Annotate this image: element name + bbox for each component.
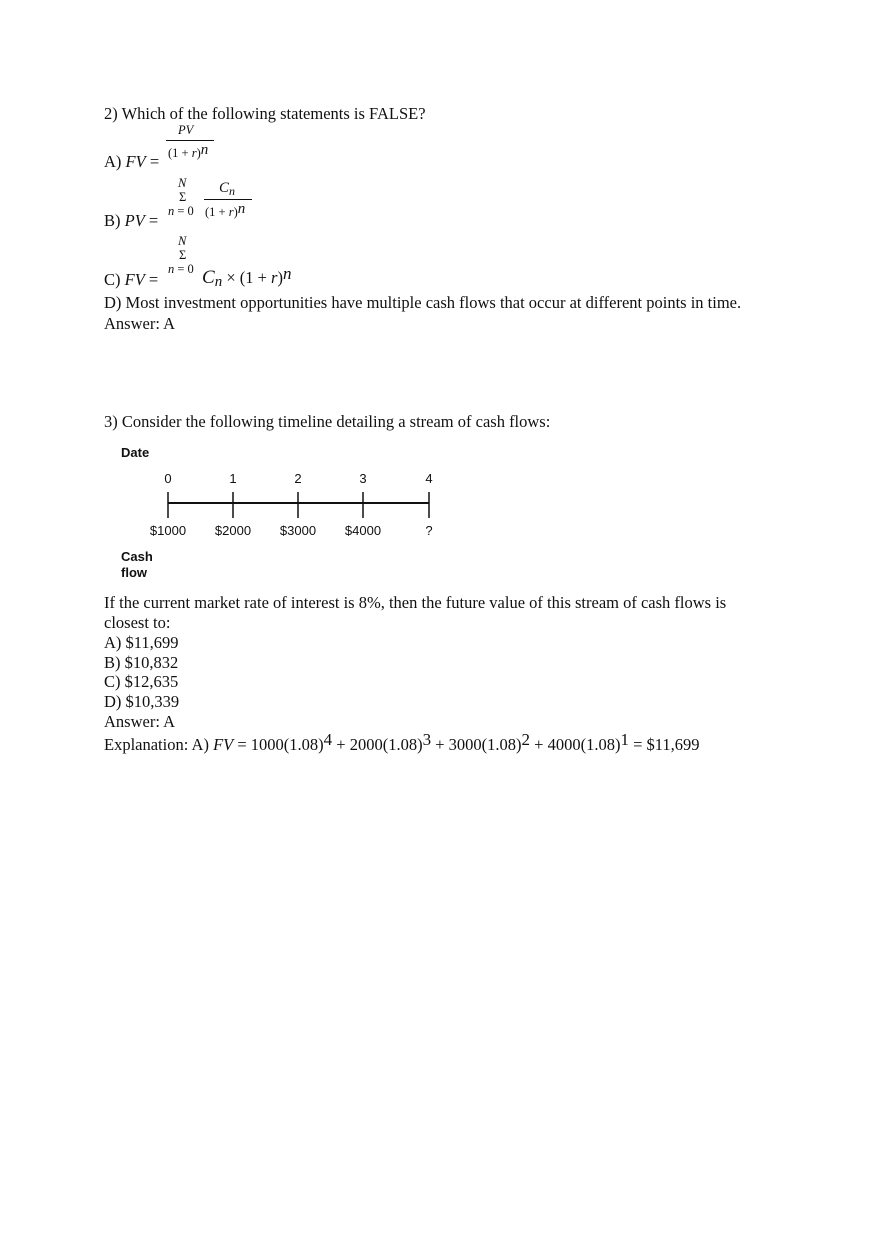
- q2-b-sum-top: N: [178, 176, 187, 190]
- q2-a-fraction-bar: [166, 140, 214, 141]
- q2-c-sum-top: N: [178, 234, 187, 248]
- q2-b-fraction-bar: [204, 199, 252, 200]
- q2-b-sigma: Σ: [179, 190, 187, 204]
- timeline-cash-flow: $3000: [279, 523, 317, 538]
- q3-stem-line-2: closest to:: [104, 613, 171, 632]
- timeline-cash-flow: $1000: [149, 523, 187, 538]
- q2-c-sigma: Σ: [179, 248, 187, 262]
- q2-option-c: C) FV =: [104, 270, 159, 289]
- timeline-flow-label: flow: [121, 565, 147, 580]
- timeline-cash-flow: $2000: [214, 523, 252, 538]
- q2-b-sum-bottom: n = 0: [168, 204, 194, 218]
- q2-option-d: D) Most investment opportunities have multiple cash flows that occur at different points in time.: [104, 293, 742, 312]
- timeline-date-label: Date: [121, 445, 150, 460]
- q2-b-denominator: (1 + r)n: [205, 201, 246, 219]
- q3-option-a: A) $11,699: [104, 633, 179, 652]
- timeline-cash-flow: ?: [425, 523, 433, 538]
- cash-flow-timeline: [110, 440, 450, 585]
- q2-c-sum-bottom: n = 0: [168, 262, 194, 276]
- q3-option-b: B) $10,832: [104, 653, 179, 672]
- q2-option-a: A) FV =: [104, 152, 160, 171]
- q2-answer: Answer: A: [104, 314, 176, 333]
- q2-question: 2) Which of the following statements is FALSE?: [104, 104, 426, 123]
- timeline-date: 4: [425, 471, 433, 486]
- timeline-cash-label: Cash: [121, 549, 153, 564]
- q3-stem-line-1: If the current market rate of interest is 8%, then the future value of this stream of cash flows is: [104, 593, 727, 612]
- q2-option-b: B) PV =: [104, 211, 159, 230]
- q2-a-denominator: (1 + r)n: [168, 142, 209, 160]
- q3-option-d: D) $10,339: [104, 692, 180, 711]
- timeline-date: 3: [359, 471, 367, 486]
- q3-option-c: C) $12,635: [104, 672, 179, 691]
- timeline-cash-flow: $4000: [344, 523, 382, 538]
- q2-a-numerator: PV: [178, 123, 194, 137]
- timeline-date: 2: [294, 471, 302, 486]
- q3-answer: Answer: A: [104, 712, 176, 731]
- timeline-date: 0: [164, 471, 172, 486]
- q3-question: 3) Consider the following timeline detailing a stream of cash flows:: [104, 412, 551, 431]
- q2-c-term: Cn × (1 + r)n: [202, 264, 292, 290]
- q2-b-numerator: $C_n$: [219, 180, 236, 198]
- timeline-date: 1: [229, 471, 237, 486]
- q3-explanation: Explanation: A) FV = 1000(1.08)4 + 2000(1.08)3 + 3000(1.08)2 + 4000(1.08)1 = $11,699: [104, 730, 700, 754]
